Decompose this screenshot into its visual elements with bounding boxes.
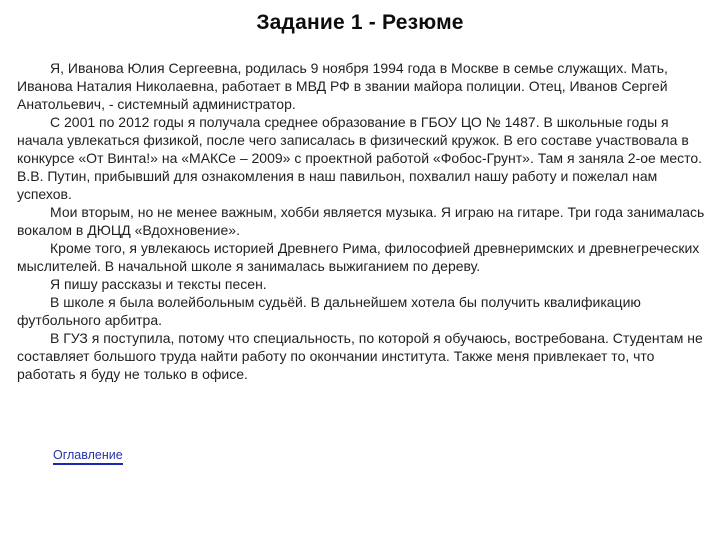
paragraph-history-hobby: Кроме того, я увлекаюсь историей Древнего Рима, философией древнеримских и древнегреческих мыслителей. В начальной школе я занималась выжиганием по дереву. <box>17 240 700 274</box>
paragraph-intro-family: Я, Иванова Юлия Сергеевна, родилась 9 ноября 1994 года в Москве в семье служащих. Мать, Иванова Наталия Николаевна, работает в МВД РФ в звании майора полиции. Отец, Иванов Сергей Анатольевич, - системный администратор. <box>17 60 668 112</box>
page-title: Задание 1 - Резюме <box>256 11 464 34</box>
paragraph-music-hobby: Мои вторым, но не менее важным, хобби является музыка. Я играю на гитаре. Три года занималась вокалом в ДЮЦД «Вдохновение». <box>17 204 705 238</box>
paragraph-writing: Я пишу рассказы и тексты песен. <box>50 276 267 292</box>
paragraph-education: С 2001 по 2012 годы я получала среднее образование в ГБОУ ЦО № 1487. В школьные годы я начала увлекаться физикой, после чего записалась в физический кружок. В его составе участвовала в конкурсе «От Винта!» на «МАКСе – 2009» с проектной работой «Фобос-Грунт». Там я заняла 2-ое место. В.В. Путин, прибывший для ознакомления в наш павильон, похвалил нашу работу и пожелал нам успехов. <box>17 114 703 202</box>
table-of-contents-link[interactable]: Оглавление <box>53 448 123 465</box>
paragraph-volleyball: В школе я была волейбольным судьёй. В дальнейшем хотела бы получить квалификацию футбольного арбитра. <box>17 294 641 328</box>
paragraph-university: В ГУЗ я поступила, потому что специальность, по которой я обучаюсь, востребована. Студентам не составляет большого труда найти работу по окончании института. Также меня привлекает то, что работать я буду не только в офисе. <box>17 330 703 382</box>
resume-body-text <box>17 59 709 383</box>
